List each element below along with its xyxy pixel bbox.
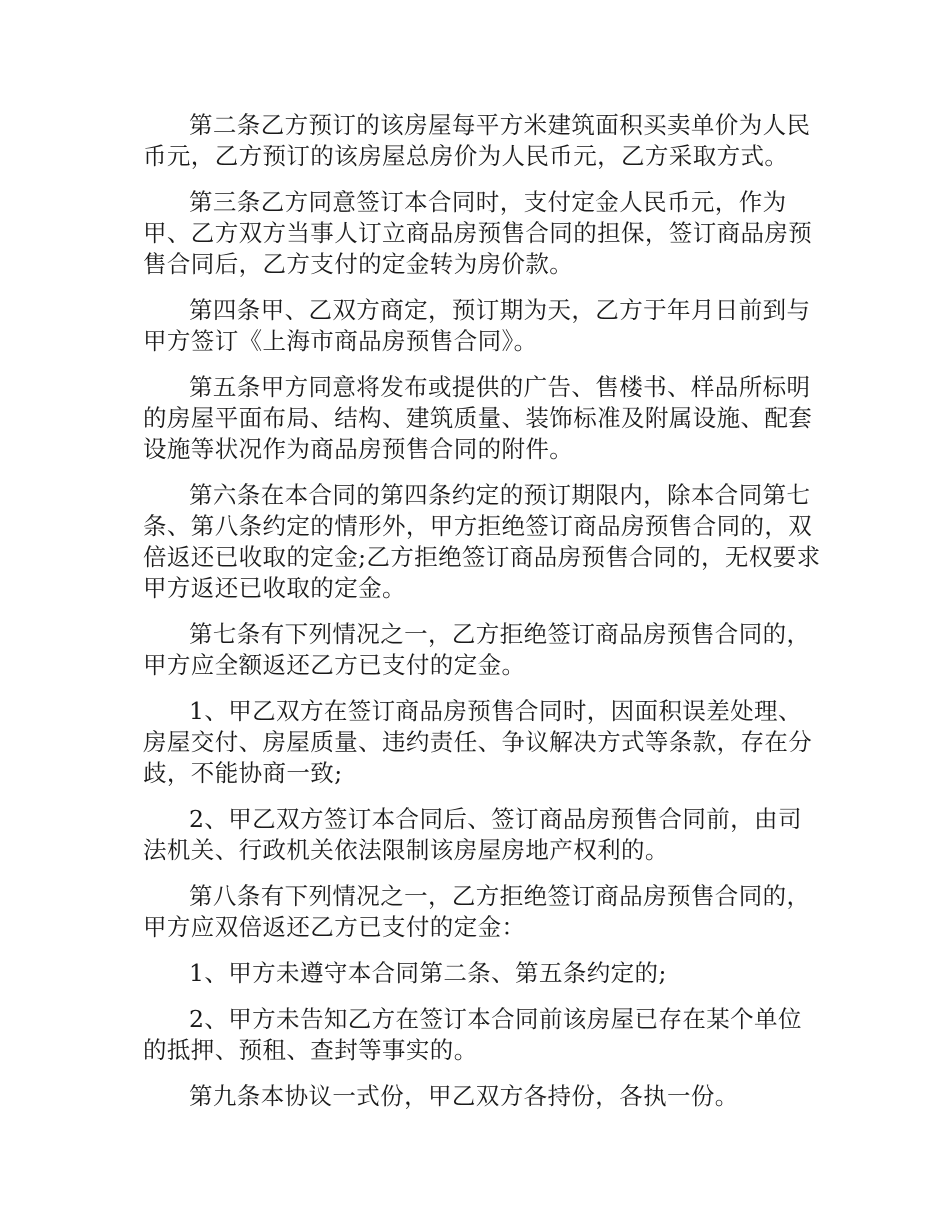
clause-8-item-1: 1、甲方未遵守本合同第二条、第五条约定的; <box>189 959 667 987</box>
clause-3-paragraph: 第三条乙方同意签订本合同时，支付定金人民币元，作为甲、乙方双方当事人订立商品房预售合同的担保，签订商品房预售合同后，乙方支付的定金转为房价款。 <box>143 188 813 278</box>
clause-8-item-2: 2、甲方未告知乙方在签订本合同前该房屋已存在某个单位的抵押、预租、查封等事实的。 <box>143 1005 802 1064</box>
clause-9-paragraph: 第九条本协议一式份，甲乙双方各持份，各执一份。 <box>189 1082 739 1110</box>
clause-7-item-2: 2、甲乙双方签订本合同后、签订商品房预售合同前，由司法机关、行政机关依法限制该房屋房地产权利的。 <box>143 805 802 864</box>
clause-2-paragraph: 第二条乙方预订的该房屋每平方米建筑面积买卖单价为人民币元，乙方预订的该房屋总房价为人民币元，乙方采取方式。 <box>143 111 811 170</box>
clause-7-item-1: 1、甲乙双方在签订商品房预售合同时，因面积误差处理、房屋交付、房屋质量、违约责任、争议解决方式等条款，存在分歧，不能协商一致; <box>143 697 813 787</box>
document-body <box>143 110 823 1127</box>
clause-5-paragraph: 第五条甲方同意将发布或提供的广告、售楼书、样品所标明的房屋平面布局、结构、建筑质量、装饰标准及附属设施、配套设施等状况作为商品房预售合同的附件。 <box>143 373 813 463</box>
clause-7-paragraph: 第七条有下列情况之一，乙方拒绝签订商品房预售合同的，甲方应全额返还乙方已支付的定金。 <box>143 620 811 679</box>
clause-8-paragraph: 第八条有下列情况之一，乙方拒绝签订商品房预售合同的，甲方应双倍返还乙方已支付的定金： <box>143 882 811 941</box>
clause-4-paragraph: 第四条甲、乙双方商定，预订期为天，乙方于年月日前到与甲方签订《上海市商品房预售合同》。 <box>143 296 811 355</box>
clause-6-paragraph: 第六条在本合同的第四条约定的预订期限内，除本合同第七条、第八条约定的情形外，甲方拒绝签订商品房预售合同的，双倍返还已收取的定金;乙方拒绝签订商品房预售合同的，无权要求甲方返还已收取的定金。 <box>143 481 821 602</box>
